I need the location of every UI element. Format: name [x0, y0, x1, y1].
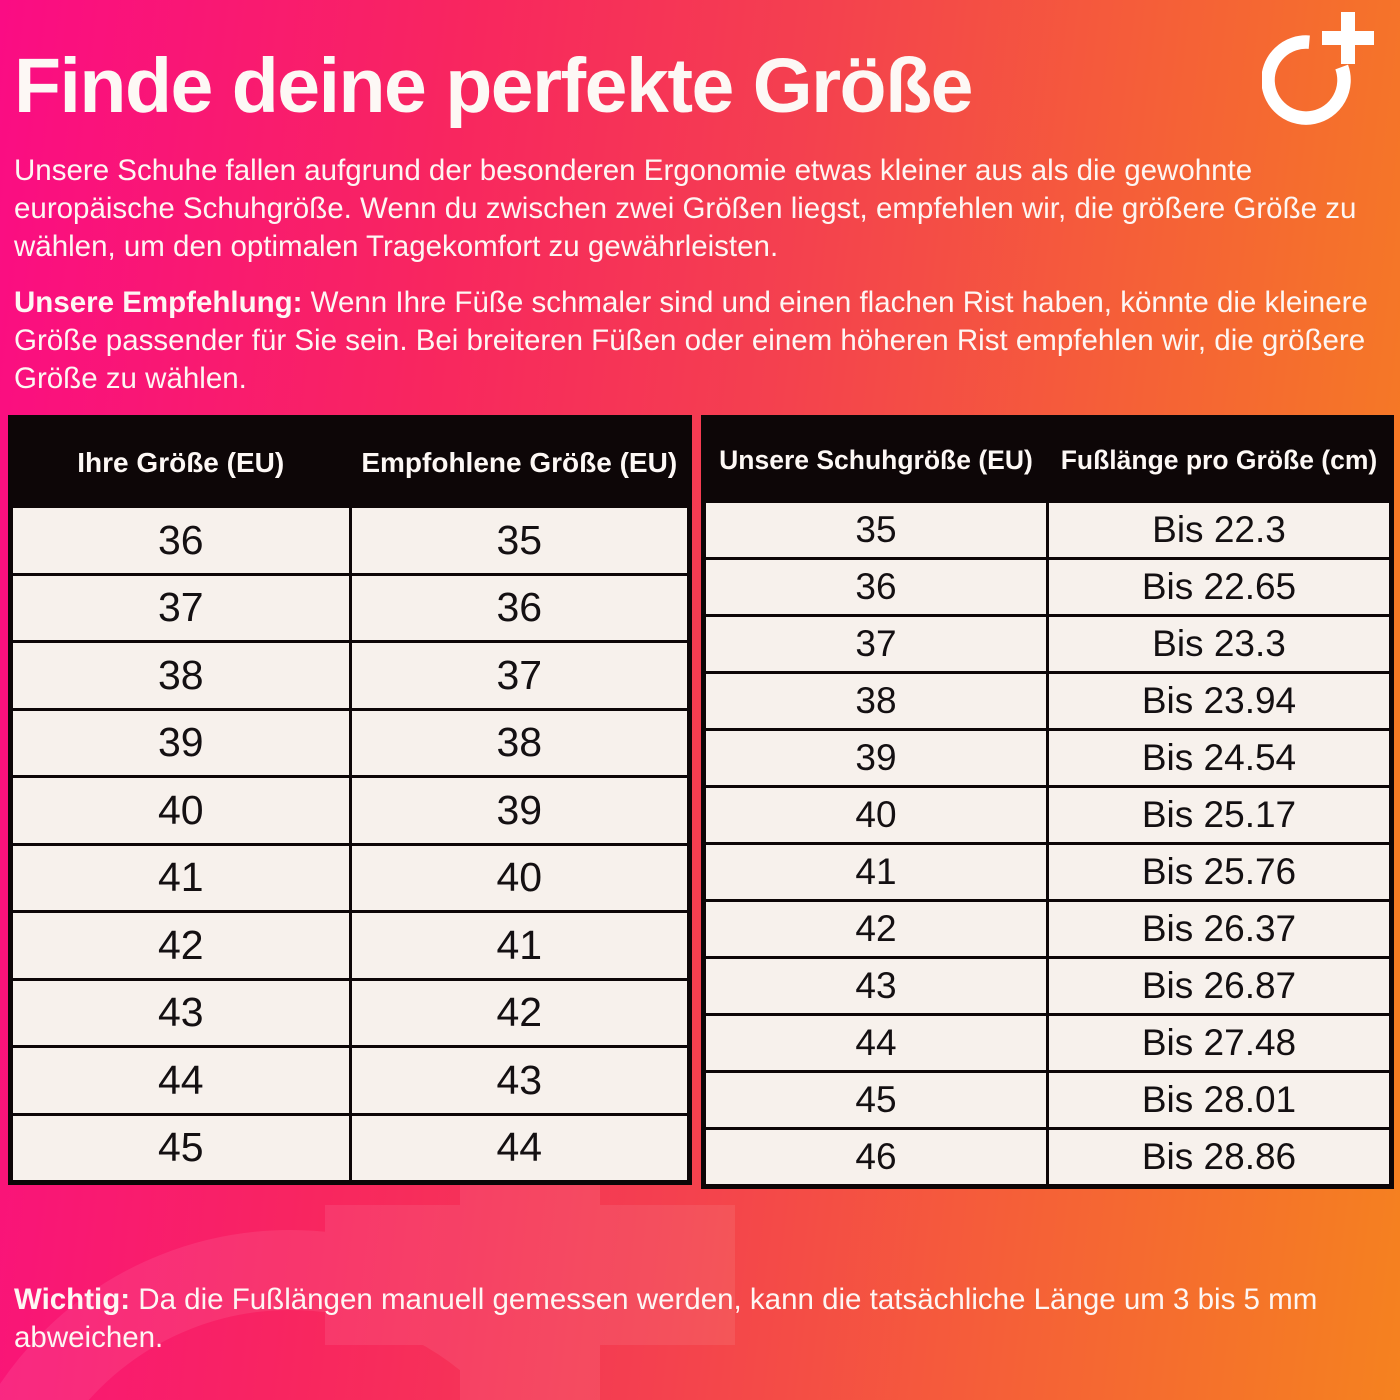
table-cell: 39 — [13, 711, 349, 776]
table-cell: Bis 28.01 — [1049, 1073, 1389, 1127]
table-cell: Bis 23.3 — [1049, 617, 1389, 671]
table-cell: 46 — [706, 1130, 1046, 1184]
table-cell: Bis 26.87 — [1049, 959, 1389, 1013]
table-cell: 41 — [13, 846, 349, 911]
tables-section — [8, 415, 1394, 1189]
table-cell: Bis 22.3 — [1049, 503, 1389, 557]
table-cell: 36 — [13, 508, 349, 573]
table-cell: Bis 28.86 — [1049, 1130, 1389, 1184]
table-cell: Bis 27.48 — [1049, 1016, 1389, 1070]
footer-note — [14, 1281, 1392, 1358]
table-cell: 40 — [13, 778, 349, 843]
table-cell: 44 — [13, 1048, 349, 1113]
table-cell: 39 — [706, 731, 1046, 785]
table-cell: Bis 24.54 — [1049, 731, 1389, 785]
table-cell: 40 — [352, 846, 688, 911]
intro-text: Unsere Schuhe fallen aufgrund der besonderen Ergonomie etwas kleiner aus als die gewohnte europäische Schuhgröße. Wenn du zwischen zwei Größen liegst, empfehlen wir, die größere Größe zu wählen, um den optimalen Tragekomfort zu gewährleisten. — [14, 154, 1357, 264]
table-cell: 42 — [13, 913, 349, 978]
table-cell: 45 — [13, 1116, 349, 1181]
table-cell: 38 — [13, 643, 349, 708]
page-title: Finde deine perfekte Größe — [14, 43, 972, 129]
table-cell: 43 — [706, 959, 1046, 1013]
table-cell: Bis 23.94 — [1049, 674, 1389, 728]
recommendation-body: Wenn Ihre Füße schmaler sind und einen flachen Rist haben, könnte die kleinere Größe passender für Sie sein. Bei breiteren Füßen oder einem höheren Rist empfehlen wir, die größere Größe zu wählen. — [14, 286, 1368, 396]
table-cell: Bis 26.37 — [1049, 902, 1389, 956]
brand-logo — [1262, 6, 1380, 126]
table-cell: 43 — [13, 981, 349, 1046]
table-cell: 45 — [706, 1073, 1046, 1127]
footer-label: Wichtig: — [14, 1283, 131, 1316]
column-header: Unsere Schuhgröße (EU) — [706, 420, 1046, 500]
table-cell: Bis 25.17 — [1049, 788, 1389, 842]
recommendation-text — [14, 284, 1392, 398]
table-cell: 40 — [706, 788, 1046, 842]
column-header: Ihre Größe (EU) — [13, 420, 349, 505]
foot-length-table — [701, 415, 1394, 1189]
table-cell: 39 — [352, 778, 688, 843]
table-cell: 41 — [706, 845, 1046, 899]
column-header: Empfohlene Größe (EU) — [352, 420, 688, 505]
table-cell: 44 — [706, 1016, 1046, 1070]
table-cell: 35 — [352, 508, 688, 573]
table-cell: 36 — [352, 576, 688, 641]
table-cell: Bis 22.65 — [1049, 560, 1389, 614]
table-cell: 38 — [352, 711, 688, 776]
footer-body: Da die Fußlängen manuell gemessen werden, kann die tatsächliche Länge um 3 bis 5 mm abweichen. — [14, 1283, 1318, 1355]
table-cell: 42 — [352, 981, 688, 1046]
size-conversion-table — [8, 415, 692, 1185]
table-cell: Bis 25.76 — [1049, 845, 1389, 899]
table-cell: 37 — [13, 576, 349, 641]
table-cell: 44 — [352, 1116, 688, 1181]
recommendation-label: Unsere Empfehlung: — [14, 286, 303, 319]
circle-plus-icon — [1262, 6, 1380, 126]
table-cell: 37 — [706, 617, 1046, 671]
table-cell: 38 — [706, 674, 1046, 728]
table-cell: 43 — [352, 1048, 688, 1113]
column-header: Fußlänge pro Größe (cm) — [1049, 420, 1389, 500]
table-cell: 35 — [706, 503, 1046, 557]
table-cell: 37 — [352, 643, 688, 708]
table-cell: 42 — [706, 902, 1046, 956]
table-cell: 36 — [706, 560, 1046, 614]
table-cell: 41 — [352, 913, 688, 978]
